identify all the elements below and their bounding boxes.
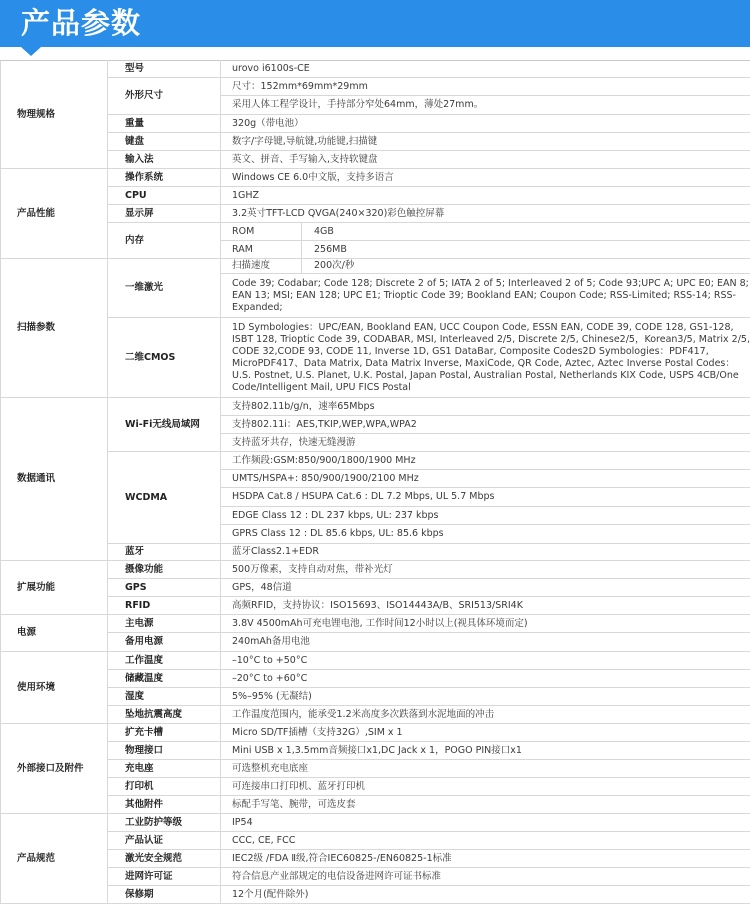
sub-key: ROM	[221, 223, 302, 241]
table-row	[1, 318, 750, 398]
group-label: 物理规格	[1, 61, 108, 169]
group-label: 外部接口及附件	[1, 724, 108, 814]
table-row	[1, 61, 750, 78]
row-value: 3.8V 4500mAh可充电锂电池, 工作时间12小时以上(视具体环境而定)	[221, 615, 750, 633]
row-value: 支持802.11b/g/n，速率65Mbps	[221, 398, 750, 416]
row-label: 充电座	[108, 760, 221, 778]
row-value: 1GHZ	[221, 187, 750, 205]
row-value: 5%–95% (无凝结)	[221, 688, 750, 706]
row-value: 支持802.11i：AES,TKIP,WEP,WPA,WPA2	[221, 416, 750, 434]
row-value: 高频RFID，支持协议：ISO15693、ISO14443A/B、SRI513/SRI4K	[221, 597, 750, 615]
table-row	[1, 868, 750, 886]
group-label: 使用环境	[1, 652, 108, 724]
row-value: 尺寸：152mm*69mm*29mm	[221, 78, 750, 96]
row-label: 工作温度	[108, 652, 221, 670]
row-value: 支持蓝牙共存，快速无缝漫游	[221, 434, 750, 452]
table-row	[1, 115, 750, 133]
table-row	[1, 398, 750, 416]
table-row	[1, 778, 750, 796]
row-value: 1D Symbologies：UPC/EAN, Bookland EAN, UCC Coupon Code, ESSN EAN, CODE 39, CODE 128, GS1-128, ISBT 128, Trioptic Code 39, CODABAR, MSI, Interleaved 2/5, Discrete 2/5, Chinese2/5，Korean3/5, Matrix 2/5, CODE 32,CODE 93, CODE 11, Inverse 1D, GS1 DataBar, Composite Codes2D Symbologies：PDF417, MicroPDF417、Data Matrix, Data Matrix Inverse, MaxiCode, QR Code, Aztec, Aztec Inverse Postal Codes：U.S. Postnet, U.S. Planet, U.K. Postal, Japan Postal, Australian Postal, Netherlands KIX Code, USPS 4CB/One Code/Intelligent Mail, UPU FICS Postal	[221, 318, 750, 398]
sub-value: 4GB	[302, 223, 750, 241]
group-label: 数据通讯	[1, 398, 108, 561]
table-row	[1, 205, 750, 223]
row-label: 打印机	[108, 778, 221, 796]
row-value: 12个月(配件除外)	[221, 886, 750, 904]
row-value: EDGE Class 12 : DL 237 kbps, UL: 237 kbps	[221, 507, 750, 525]
spec-sheet	[0, 60, 750, 904]
table-row	[1, 688, 750, 706]
row-value: UMTS/HSPA+: 850/900/1900/2100 MHz	[221, 470, 750, 488]
table-row	[1, 259, 750, 274]
table-row	[1, 561, 750, 579]
banner-pointer	[21, 47, 41, 56]
table-row	[1, 187, 750, 205]
row-value: IP54	[221, 814, 750, 832]
table-row	[1, 633, 750, 652]
row-label: 备用电源	[108, 633, 221, 652]
group-label: 产品规范	[1, 814, 108, 904]
row-value: 数字/字母键,导航键,功能键,扫描键	[221, 133, 750, 151]
row-label: 一维激光	[108, 259, 221, 318]
row-value: CCC, CE, FCC	[221, 832, 750, 850]
row-label: 摄像功能	[108, 561, 221, 579]
row-value: GPRS Class 12 : DL 85.6 kbps, UL: 85.6 kbps	[221, 525, 750, 544]
table-row	[1, 151, 750, 169]
row-value: 240mAh备用电池	[221, 633, 750, 652]
group-label: 产品性能	[1, 169, 108, 259]
row-label: 产品认证	[108, 832, 221, 850]
row-label: 储藏温度	[108, 670, 221, 688]
row-value: Mini USB x 1,3.5mm音频接口x1,DC Jack x 1，POGO PIN接口x1	[221, 742, 750, 760]
row-value: 320g（带电池）	[221, 115, 750, 133]
spec-table	[0, 60, 750, 904]
row-value: 可连接串口打印机、蓝牙打印机	[221, 778, 750, 796]
row-value: 符合信息产业部规定的电信设备进网许可证书标准	[221, 868, 750, 886]
row-value: GPS，48信道	[221, 579, 750, 597]
row-label: RFID	[108, 597, 221, 615]
row-label: 保修期	[108, 886, 221, 904]
row-label: CPU	[108, 187, 221, 205]
table-row	[1, 223, 750, 241]
sub-value: 200次/秒	[302, 259, 750, 274]
row-label: WCDMA	[108, 452, 221, 544]
row-label: 扩充卡槽	[108, 724, 221, 742]
row-value: 工作温度范围内，能承受1.2米高度多次跌落到水泥地面的冲击	[221, 706, 750, 724]
row-value: 英文、拼音、手写输入,支持软键盘	[221, 151, 750, 169]
row-value: HSDPA Cat.8 / HSUPA Cat.6 : DL 7.2 Mbps, UL 5.7 Mbps	[221, 488, 750, 507]
row-label: 型号	[108, 61, 221, 78]
group-label: 电源	[1, 615, 108, 652]
table-row	[1, 452, 750, 470]
row-value: –20°C to +60°C	[221, 670, 750, 688]
table-row	[1, 724, 750, 742]
table-row	[1, 579, 750, 597]
row-value: 工作频段:GSM:850/900/1800/1900 MHz	[221, 452, 750, 470]
table-row	[1, 796, 750, 814]
row-label: 物理接口	[108, 742, 221, 760]
sub-value: 256MB	[302, 241, 750, 259]
row-value: 500万像素，支持自动对焦，带补光灯	[221, 561, 750, 579]
row-label: 主电源	[108, 615, 221, 633]
row-value: 采用人体工程学设计，手持部分窄处64mm，薄处27mm。	[221, 96, 750, 115]
row-label: Wi-Fi无线局域网	[108, 398, 221, 452]
row-label: 操作系统	[108, 169, 221, 187]
table-row	[1, 850, 750, 868]
row-label: 蓝牙	[108, 544, 221, 561]
page-title: 产品参数	[21, 6, 142, 40]
row-label: 二维CMOS	[108, 318, 221, 398]
table-row	[1, 760, 750, 778]
table-row	[1, 706, 750, 724]
table-row	[1, 832, 750, 850]
row-value: 可选整机充电底座	[221, 760, 750, 778]
table-row	[1, 169, 750, 187]
table-row	[1, 670, 750, 688]
table-row	[1, 886, 750, 904]
table-row	[1, 615, 750, 633]
table-row	[1, 78, 750, 96]
row-label: 激光安全规范	[108, 850, 221, 868]
row-label: 其他附件	[108, 796, 221, 814]
table-row	[1, 814, 750, 832]
table-row	[1, 652, 750, 670]
row-value: –10°C to +50°C	[221, 652, 750, 670]
row-value: Micro SD/TF插槽（支持32G）,SIM x 1	[221, 724, 750, 742]
table-row	[1, 742, 750, 760]
table-row	[1, 133, 750, 151]
row-label: 坠地抗震高度	[108, 706, 221, 724]
row-label: 输入法	[108, 151, 221, 169]
row-label: 键盘	[108, 133, 221, 151]
row-label: 外形尺寸	[108, 78, 221, 115]
row-value: Code 39; Codabar; Code 128; Discrete 2 of 5; IATA 2 of 5; Interleaved 2 of 5; Code 93;UPC A; UPC E0; EAN 8; EAN 13; MSI; EAN 128; UPC E1; Trioptic Code 39; Bookland EAN; Coupon Code; RSS-Limited; RSS-14; RSS-Expanded;	[221, 274, 750, 318]
row-label: GPS	[108, 579, 221, 597]
sub-key: RAM	[221, 241, 302, 259]
row-value: 3.2英寸TFT-LCD QVGA(240×320)彩色触控屏幕	[221, 205, 750, 223]
row-value: 标配手写笔、腕带，可选皮套	[221, 796, 750, 814]
row-label: 湿度	[108, 688, 221, 706]
sub-key: 扫描速度	[221, 259, 302, 274]
row-value: IEC2级 /FDA Ⅱ级,符合IEC60825-/EN60825-1标准	[221, 850, 750, 868]
group-label: 扩展功能	[1, 561, 108, 615]
row-value: 蓝牙Class2.1+EDR	[221, 544, 750, 561]
table-row	[1, 544, 750, 561]
row-value: urovo i6100s-CE	[221, 61, 750, 78]
row-label: 工业防护等级	[108, 814, 221, 832]
row-label: 显示屏	[108, 205, 221, 223]
group-label: 扫描参数	[1, 259, 108, 398]
row-value: Windows CE 6.0中文版，支持多语言	[221, 169, 750, 187]
row-label: 内存	[108, 223, 221, 259]
header-banner	[0, 0, 750, 47]
row-label: 进网许可证	[108, 868, 221, 886]
row-label: 重量	[108, 115, 221, 133]
table-row	[1, 597, 750, 615]
